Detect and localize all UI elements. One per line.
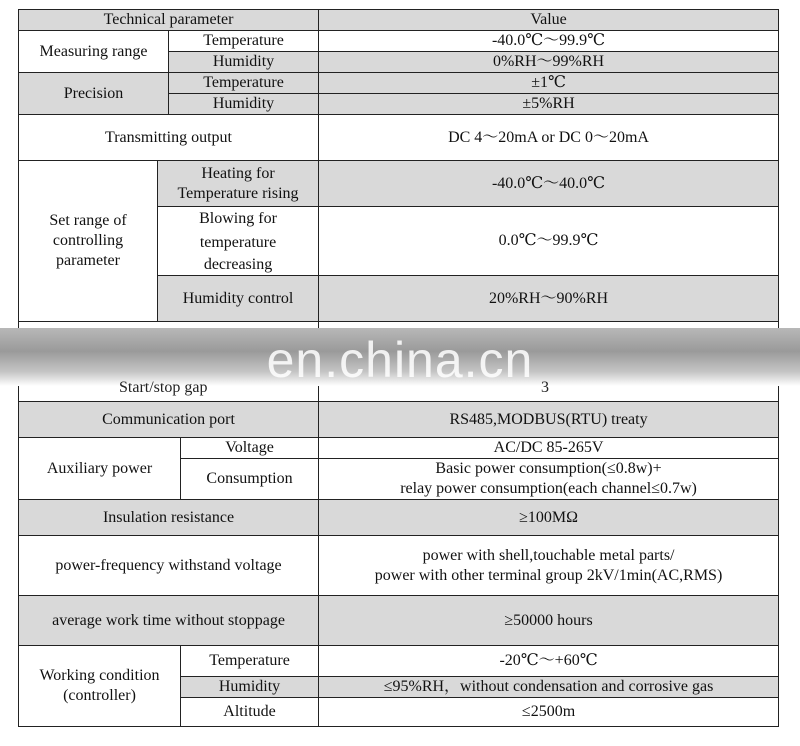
- precision-temp-sub: Temperature: [169, 73, 319, 94]
- working-condition-label-line: Working condition: [39, 667, 160, 684]
- heating-sub-line: Temperature rising: [177, 184, 299, 202]
- wc-altitude-sub: Altitude: [181, 698, 319, 727]
- precision-humidity-value: ±5%RH: [319, 94, 779, 115]
- aux-consumption-sub: Consumption: [181, 459, 319, 500]
- work-time-label: average work time without stoppage: [19, 596, 319, 646]
- aux-voltage-value: AC/DC 85-265V: [319, 438, 779, 459]
- precision-temp-value: ±1℃: [319, 73, 779, 94]
- withstand-voltage-line: power with other terminal group 2kV/1min(AC,RMS): [374, 566, 723, 584]
- blowing-sub-line: Blowing for: [199, 210, 277, 227]
- withstand-voltage-label: power-frequency withstand voltage: [19, 536, 319, 596]
- measuring-humidity-sub: Humidity: [169, 52, 319, 73]
- header-value: Value: [319, 10, 779, 31]
- withstand-voltage-value: [319, 536, 779, 596]
- working-condition-label: [19, 646, 181, 727]
- measuring-temp-value: -40.0℃～99.9℃: [319, 31, 779, 52]
- humidity-control-sub: Humidity control: [158, 276, 319, 322]
- measuring-temp-sub: Temperature: [169, 31, 319, 52]
- set-range-label: [19, 161, 158, 322]
- wc-humidity-sub: Humidity: [181, 677, 319, 698]
- heating-sub-line: Heating for: [201, 164, 275, 182]
- transmitting-output-label: Transmitting output: [19, 115, 319, 161]
- blowing-sub: [158, 207, 319, 276]
- blowing-sub-line: decreasing: [203, 256, 273, 273]
- heating-sub: [158, 161, 319, 207]
- working-condition-label-line: (controller): [63, 687, 136, 704]
- wc-humidity-value: ≤95%RH，without condensation and corrosive gas: [319, 677, 779, 698]
- auxiliary-power-label: Auxiliary power: [19, 438, 181, 500]
- humidity-control-value: 20%RH～90%RH: [319, 276, 779, 322]
- set-range-label-line: controlling: [52, 232, 124, 249]
- wc-temp-sub: Temperature: [181, 646, 319, 677]
- start-stop-gap-text: Start/stop gap: [119, 379, 208, 396]
- insulation-resistance-label: Insulation resistance: [19, 500, 319, 536]
- start-stop-gap-value-text: 3: [541, 379, 549, 396]
- insulation-resistance-value: ≥100MΩ: [319, 500, 779, 536]
- set-range-label-line: Set range of: [49, 212, 127, 229]
- watermark-logo: en.china.cn: [266, 332, 534, 388]
- aux-consumption-line: relay power consumption(each channel≤0.7w): [400, 480, 697, 497]
- withstand-voltage-line: power with shell,touchable metal parts/: [422, 546, 675, 564]
- blowing-sub-line: temperature: [199, 234, 277, 251]
- wc-altitude-value: ≤2500m: [319, 698, 779, 727]
- measuring-humidity-value: 0%RH～99%RH: [319, 52, 779, 73]
- work-time-value: ≥50000 hours: [319, 596, 779, 646]
- blowing-value: 0.0℃～99.9℃: [319, 207, 779, 276]
- aux-consumption-value: [319, 459, 779, 500]
- transmitting-output-value: DC 4～20mA or DC 0～20mA: [319, 115, 779, 161]
- precision-humidity-sub: Humidity: [169, 94, 319, 115]
- aux-voltage-sub: Voltage: [181, 438, 319, 459]
- aux-consumption-line: Basic power consumption(≤0.8w)+: [435, 460, 662, 477]
- header-param: Technical parameter: [19, 10, 319, 31]
- heating-value: -40.0℃～40.0℃: [319, 161, 779, 207]
- communication-port-value: RS485,MODBUS(RTU) treaty: [319, 402, 779, 438]
- measuring-range-label: Measuring range: [19, 31, 169, 73]
- wc-temp-value: -20℃～+60℃: [319, 646, 779, 677]
- precision-label: Precision: [19, 73, 169, 115]
- set-range-label-line: parameter: [56, 252, 120, 269]
- communication-port-label: Communication port: [19, 402, 319, 438]
